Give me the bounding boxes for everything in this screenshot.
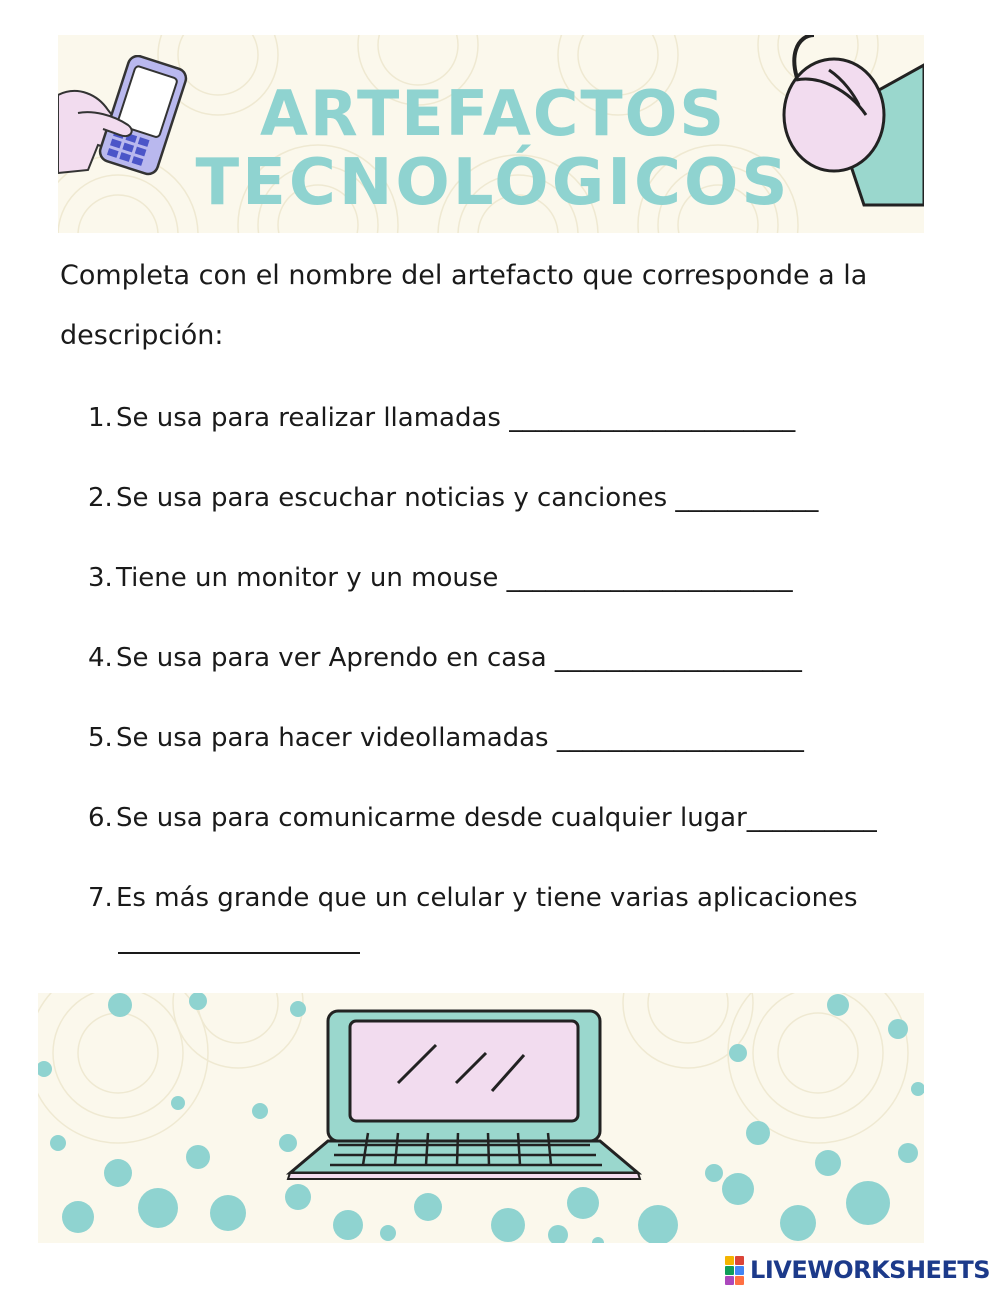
- question-number: 5.: [88, 723, 113, 753]
- title-line-1: ARTEFACTOS: [260, 77, 726, 150]
- question-text: Se usa para realizar llamadas ______________________: [116, 403, 796, 433]
- question-text: Se usa para hacer videollamadas ___________________: [116, 723, 804, 753]
- bottom-illustration: [38, 993, 924, 1243]
- question-number: 6.: [88, 803, 113, 833]
- question-item: [88, 618, 938, 698]
- mouse-icon: [774, 35, 924, 233]
- question-item: [88, 378, 938, 458]
- question-text: Es más grande que un celular y tiene varias aplicaciones: [116, 883, 858, 913]
- question-text: Se usa para ver Aprendo en casa ___________________: [116, 643, 802, 673]
- liveworksheets-logo-icon: [725, 1256, 744, 1285]
- header-banner: [58, 35, 924, 233]
- title-line-2: TECNOLÓGICOS: [195, 146, 791, 220]
- question-item: [88, 538, 938, 618]
- question-item: [88, 458, 938, 538]
- question-number: 3.: [88, 563, 113, 593]
- liveworksheets-watermark[interactable]: [725, 1255, 990, 1285]
- instructions-text: Completa con el nombre del artefacto que corresponde a la descripción:: [60, 260, 868, 351]
- question-number: 1.: [88, 403, 113, 433]
- question-item: [88, 698, 938, 778]
- question-number: 2.: [88, 483, 113, 513]
- question-item: [88, 858, 938, 938]
- question-text: Se usa para escuchar noticias y canciones ___________: [116, 483, 819, 513]
- question-number: 7.: [88, 883, 113, 913]
- question-number: 4.: [88, 643, 113, 673]
- phone-icon: [58, 55, 198, 185]
- page-title: [183, 77, 803, 220]
- question-item: [88, 778, 938, 858]
- question-text: Se usa para comunicarme desde cualquier lugar__________: [116, 803, 877, 833]
- question-text: Tiene un monitor y un mouse ______________________: [116, 563, 793, 593]
- laptop-icon: [38, 993, 924, 1243]
- question-list: [88, 378, 938, 938]
- answer-blank-7[interactable]: [118, 952, 360, 954]
- watermark-text: LIVEWORKSHEETS: [750, 1256, 990, 1284]
